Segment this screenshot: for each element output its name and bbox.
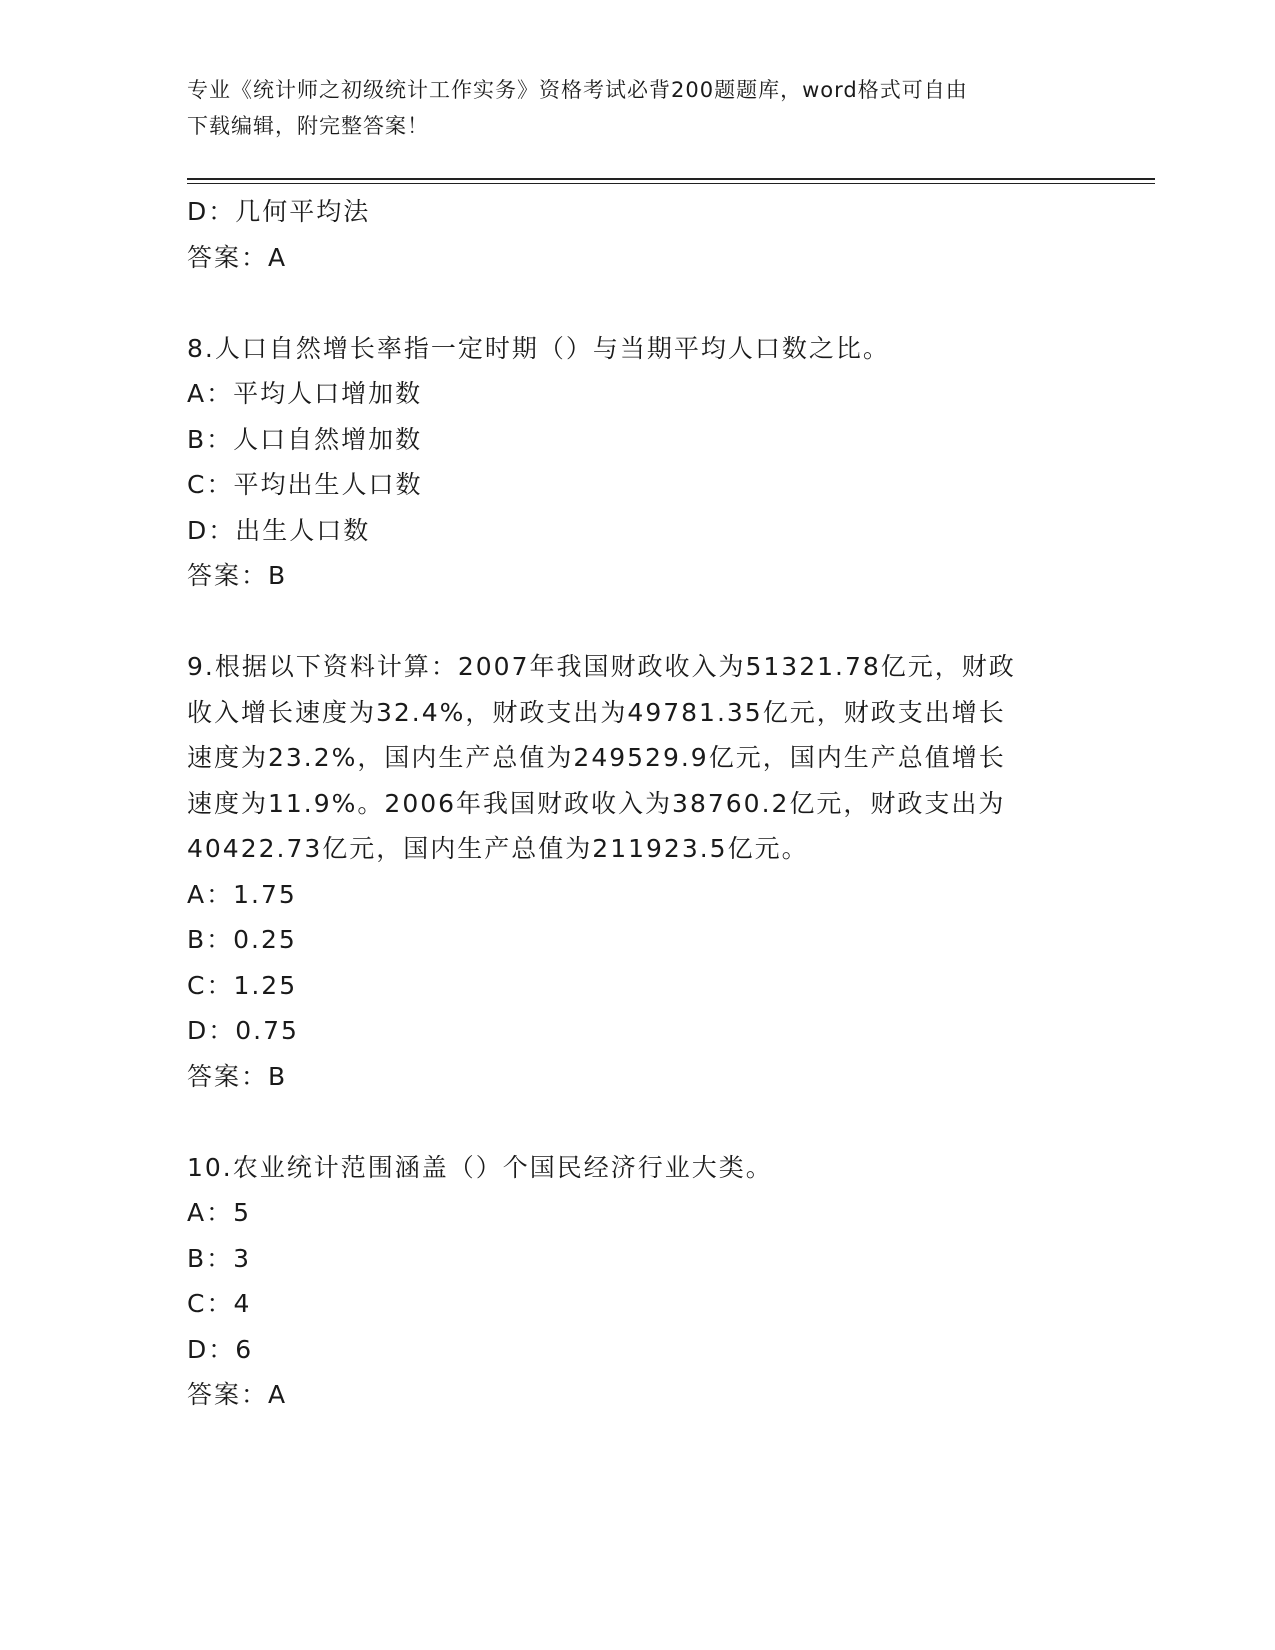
spacer: [187, 280, 1087, 326]
question-stem-line: 40422.73亿元，国内生产总值为211923.5亿元。: [187, 834, 809, 863]
question-answer: 答案：B: [187, 1061, 288, 1091]
option-d: D：6: [187, 1334, 254, 1364]
question-block: [187, 1145, 1087, 1418]
header-divider-thick: [187, 178, 1155, 180]
header-divider-thin: [187, 183, 1155, 184]
question-stem-line: 收入增长速度为32.4%，财政支出为49781.35亿元，财政支出增长: [187, 697, 1006, 727]
option-b: B：0.25: [187, 925, 297, 954]
question-answer: 答案：B: [187, 561, 288, 590]
option-d: D：出生人口数: [187, 515, 371, 545]
option-c: C：1.25: [187, 970, 298, 1000]
carryover-answer: 答案：A: [187, 242, 288, 272]
question-list: [187, 189, 1087, 1418]
spacer: [187, 1099, 1087, 1145]
question-stem: 8.人口自然增长率指一定时期（）与当期平均人口数之比。: [187, 333, 890, 363]
question-stem-line: 9.根据以下资料计算：2007年我国财政收入为51321.78亿元，财政: [187, 652, 1016, 681]
question-block: [187, 644, 1087, 1099]
option-b: B：3: [187, 1243, 252, 1273]
question-block: [187, 326, 1087, 599]
question-stem-line: 速度为11.9%。2006年我国财政收入为38760.2亿元，财政支出为: [187, 788, 1006, 818]
question-stem-line: 速度为23.2%，国内生产总值为249529.9亿元，国内生产总值增长: [187, 743, 1006, 772]
option-a: A：5: [187, 1198, 252, 1227]
option-a: A：平均人口增加数: [187, 379, 423, 408]
document-header: [187, 72, 1087, 144]
option-a: A：1.75: [187, 879, 297, 909]
option-c: C：4: [187, 1289, 252, 1318]
option-b: B：人口自然增加数: [187, 424, 423, 454]
spacer: [187, 599, 1087, 645]
question-stem: 10.农业统计范围涵盖（）个国民经济行业大类。: [187, 1152, 773, 1182]
header-line-1: 专业《统计师之初级统计工作实务》资格考试必背200题题库，word格式可自由: [187, 78, 968, 102]
option-d: D：0.75: [187, 1016, 299, 1045]
carryover-option-d: D：几何平均法: [187, 197, 371, 226]
option-c: C：平均出生人口数: [187, 470, 423, 499]
header-line-2: 下载编辑，附完整答案！: [187, 114, 429, 138]
question-answer: 答案：A: [187, 1380, 288, 1409]
